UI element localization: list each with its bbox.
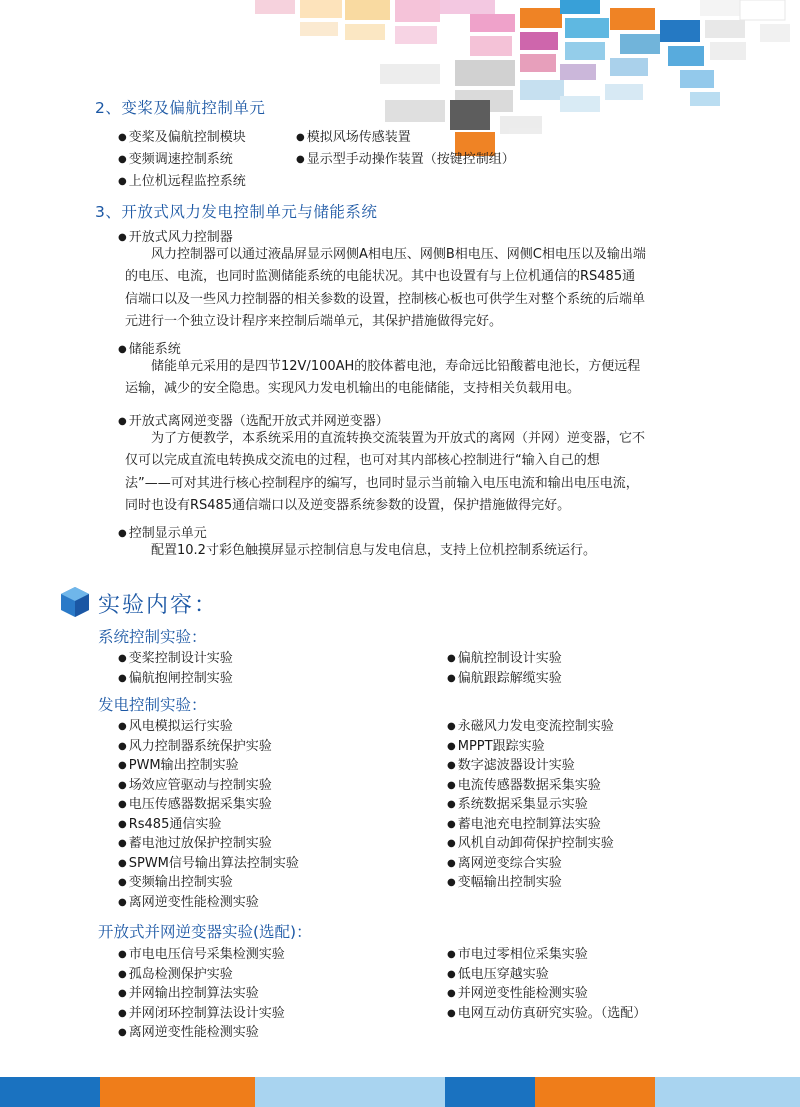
subsection-paragraph [125, 356, 705, 401]
category-title: 发电控制实验： [98, 696, 207, 714]
paragraph-line: 法”——可对其进行核心控制程序的编写，也同时显示当前输入电压电流和输出电压电流， [125, 475, 639, 491]
paragraph-line: 仅可以完成直流电转换成交流电的过程，也可对其内部核心控制进行“输入自己的想 [125, 453, 600, 469]
section-3-title: 3、开放式风力发电控制单元与储能系统 [95, 203, 378, 221]
experiment-item: ● 离网逆变性能检测实验 [118, 1021, 259, 1040]
experiment-item: ● 电压传感器数据采集实验 [118, 793, 272, 812]
experiment-item: ● 变桨控制设计实验 [118, 647, 233, 666]
experiment-item: ● 永磁风力发电变流控制实验 [447, 715, 614, 734]
experiment-item: ● Rs485通信实验 [118, 813, 221, 832]
bar-segment [255, 1077, 445, 1107]
experiment-item: ● SPWM信号输出算法控制实验 [118, 852, 299, 871]
experiment-item: ● 蓄电池充电控制算法实验 [447, 813, 601, 832]
subsection-heading: ● 控制显示单元 [118, 522, 207, 541]
paragraph-line: 为了方便教学，本系统采用的直流转换交流装置为开放式的离网（并网）逆变器，它不 [151, 431, 646, 446]
experiment-item: ● 场效应管驱动与控制实验 [118, 774, 272, 793]
bar-segment [445, 1077, 535, 1107]
experiment-item: ● 电流传感器数据采集实验 [447, 774, 601, 793]
section-2-bullet: ● 模拟风场传感装置 [296, 126, 411, 145]
experiment-item: ● 偏航跟踪解缆实验 [447, 667, 562, 686]
experiment-item: ● PWM输出控制实验 [118, 754, 239, 773]
experiment-item: ● 变频输出控制实验 [118, 871, 233, 890]
category-title: 系统控制实验： [98, 628, 207, 646]
experiments-title: 实验内容： [98, 593, 219, 618]
paragraph-line: 配置10.2寸彩色触摸屏显示控制信息与发电信息，支持上位机控制系统运行。 [151, 543, 596, 558]
experiment-item: ● 并网闭环控制算法设计实验 [118, 1002, 285, 1021]
experiment-item: ● 电网互动仿真研究实验。（选配） [447, 1002, 646, 1021]
experiment-item: ● 并网逆变性能检测实验 [447, 982, 588, 1001]
paragraph-line: 信端口以及一些风力控制器的相关参数的设置，控制核心板也可供学生对整个系统的后端单 [125, 291, 646, 307]
experiment-item: ● 偏航抱闸控制实验 [118, 667, 233, 686]
category-title: 开放式并网逆变器实验(选配)： [98, 923, 312, 941]
experiment-item: ● 离网逆变性能检测实验 [118, 891, 259, 910]
experiment-item: ● 数字滤波器设计实验 [447, 754, 575, 773]
subsection-paragraph [125, 540, 705, 562]
experiment-item: ● 市电电压信号采集检测实验 [118, 943, 285, 962]
experiment-item: ● 离网逆变综合实验 [447, 852, 562, 871]
cube-icon [58, 585, 92, 619]
experiment-item: ● 蓄电池过放保护控制实验 [118, 832, 272, 851]
subsection-heading: ● 开放式风力控制器 [118, 226, 233, 245]
bar-segment [0, 1077, 100, 1107]
paragraph-line: 风力控制器可以通过液晶屏显示网侧A相电压、网侧B相电压、网侧C相电压以及输出端 [151, 247, 646, 262]
paragraph-line: 元进行一个独立设计程序来控制后端单元，其保护措施做得完好。 [125, 314, 503, 330]
bar-segment [100, 1077, 255, 1107]
experiment-item: ● 市电过零相位采集实验 [447, 943, 588, 962]
experiment-item: ● 低电压穿越实验 [447, 963, 549, 982]
bar-segment [535, 1077, 655, 1107]
experiment-item: ● 并网输出控制算法实验 [118, 982, 259, 1001]
paragraph-line: 的电压、电流，也同时监测储能系统的电能状况。其中也设置有与上位机通信的RS485通 [125, 269, 636, 285]
subsection-heading: ● 开放式离网逆变器（选配开放式并网逆变器） [118, 410, 389, 429]
experiment-item: ● 偏航控制设计实验 [447, 647, 562, 666]
bottom-color-bar [0, 1077, 800, 1107]
experiment-item: ● 风电模拟运行实验 [118, 715, 233, 734]
section-2-title: 2、变桨及偏航控制单元 [95, 99, 266, 117]
paragraph-line: 运输，减少的安全隐患。实现风力发电机输出的电能储能，支持相关负载用电。 [125, 381, 581, 397]
bar-segment [655, 1077, 800, 1107]
experiment-item: ● 风力控制器系统保护实验 [118, 735, 272, 754]
subsection-paragraph [125, 244, 705, 334]
experiment-item: ● 系统数据采集显示实验 [447, 793, 588, 812]
paragraph-line: 同时也设有RS485通信端口以及逆变器系统参数的设置，保护措施做得完好。 [125, 498, 571, 514]
experiment-item: ● 变幅输出控制实验 [447, 871, 562, 890]
section-2-bullet: ● 显示型手动操作装置（按键控制组） [296, 148, 515, 167]
section-2-bullet: ● 变频调速控制系统 [118, 148, 233, 167]
paragraph-line: 储能单元采用的是四节12V/100AH的胶体蓄电池，寿命远比铅酸蓄电池长，方便远程 [151, 359, 641, 374]
experiment-item: ● 风机自动卸荷保护控制实验 [447, 832, 614, 851]
subsection-heading: ● 储能系统 [118, 338, 181, 357]
experiment-item: ● MPPT跟踪实验 [447, 735, 545, 754]
experiment-item: ● 孤岛检测保护实验 [118, 963, 233, 982]
section-2-bullet: ● 上位机远程监控系统 [118, 170, 246, 189]
section-2-bullet: ● 变桨及偏航控制模块 [118, 126, 246, 145]
subsection-paragraph [125, 428, 705, 518]
